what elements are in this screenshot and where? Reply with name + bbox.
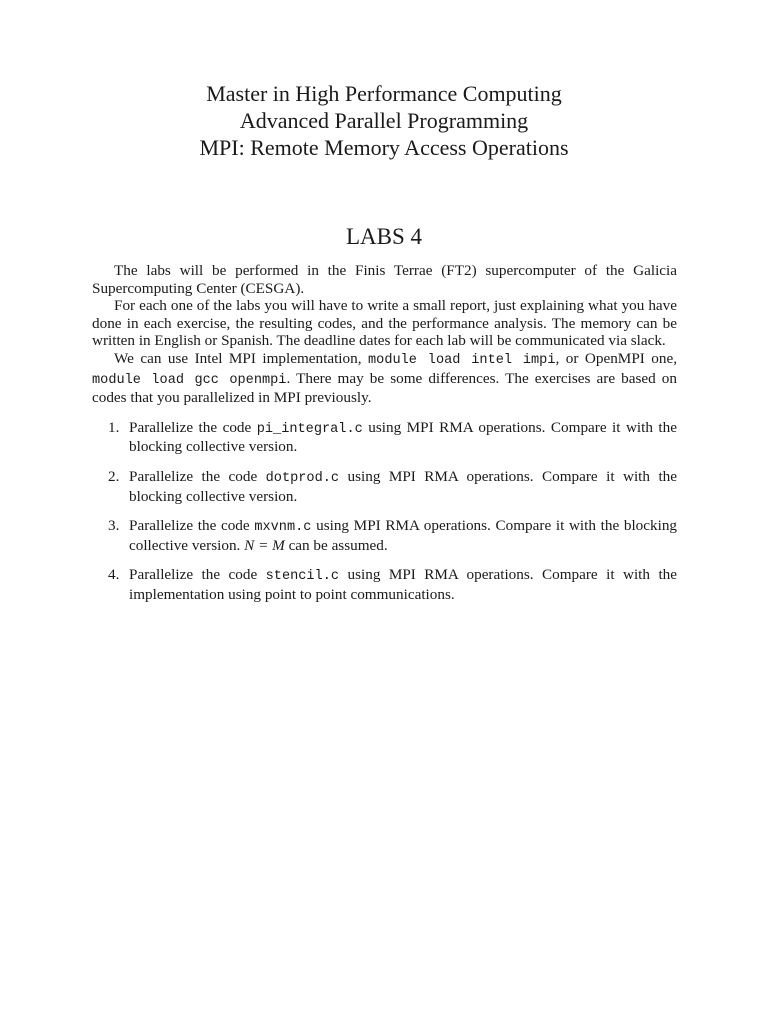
exercise-text-pre: Parallelize the code — [129, 467, 266, 485]
document-title — [0, 80, 768, 161]
module-command-impi: module load intel impi — [368, 352, 556, 368]
exercise-number: 1. — [108, 418, 120, 436]
exercise-math: N = M — [244, 536, 285, 554]
paragraph-report: For each one of the labs you will have to write a small report, just explaining what you have done in each exercise, the resulting codes, and the performance analysis. The memory can be written in English or Spanish. The deadline dates for each lab will be communicated via slack. — [92, 297, 677, 350]
exercise-number: 4. — [108, 566, 120, 584]
paragraph-intro: The labs will be performed in the Finis Terrae (FT2) supercomputer of the Galicia Supercomputing Center (CESGA). — [92, 262, 677, 297]
exercise-item — [92, 517, 677, 554]
exercise-number: 2. — [108, 467, 120, 485]
title-line-1: Master in High Performance Computing — [206, 81, 562, 106]
exercise-code-name: pi_integral.c — [256, 421, 363, 437]
exercise-list — [92, 419, 677, 604]
exercise-code-name: stencil.c — [265, 569, 340, 585]
exercise-text-post: using MPI RMA operations. Compare it with the blocking collective version. — [129, 517, 678, 554]
exercise-text-post: using MPI RMA operations. Compare it with the blocking collective version. — [129, 418, 677, 456]
exercise-item — [92, 419, 677, 456]
exercise-text-post: using MPI RMA operations. Compare it with the implementation using point to point communications. — [129, 566, 677, 603]
exercise-text-pre: Parallelize the code — [129, 566, 266, 584]
paragraph-modules-text-c: . There may be some differences. The exercises are based on codes that you parallelized in MPI previously. — [92, 369, 677, 407]
exercise-number: 3. — [108, 517, 120, 535]
exercise-text-pre: Parallelize the code — [129, 517, 255, 535]
exercise-code-name: dotprod.c — [265, 470, 340, 486]
exercise-code-name: mxvnm.c — [254, 520, 312, 536]
exercise-item — [92, 468, 677, 505]
paragraph-modules — [92, 350, 677, 407]
document-body — [92, 262, 677, 616]
section-heading: LABS 4 — [345, 224, 423, 249]
title-line-3: MPI: Remote Memory Access Operations — [199, 135, 569, 160]
paragraph-modules-text-b: , or OpenMPI one, — [555, 349, 678, 367]
module-command-openmpi: module load gcc openmpi — [92, 372, 287, 388]
exercise-text-post2: can be assumed. — [284, 536, 388, 554]
exercise-text-post: using MPI RMA operations. Compare it with the blocking collective version. — [129, 467, 677, 505]
title-line-2: Advanced Parallel Programming — [239, 108, 529, 133]
paragraph-modules-text-a: We can use Intel MPI implementation, — [114, 349, 368, 367]
exercise-item — [92, 566, 677, 603]
exercise-text-pre: Parallelize the code — [129, 418, 257, 436]
